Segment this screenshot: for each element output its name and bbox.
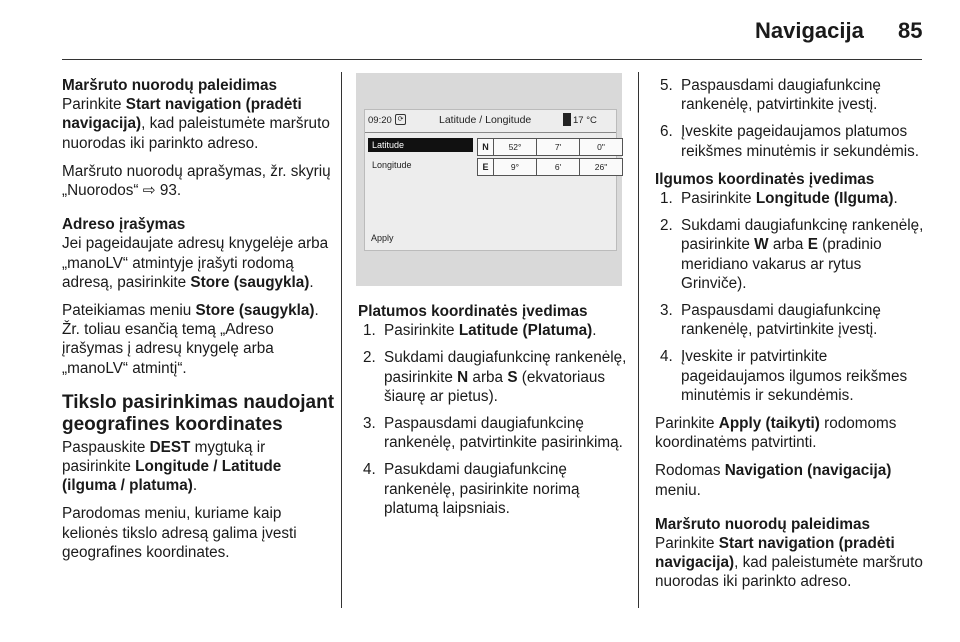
text: . Žr. toliau esančią temą „Adreso įrašymas į adresų knygelę arba „manoLV“ atmintį“.: [62, 302, 319, 377]
section-heading: Maršruto nuorodų paleidimas: [655, 515, 871, 533]
section-heading: Ilgumos koordinatės įvedimas: [655, 170, 875, 188]
step-list: [655, 189, 925, 405]
text: Sukdami daugiafunkcinę rankenėlę, pasirinkite: [681, 217, 924, 254]
text: (pradinio meridiano vakarus ar rytus Grinviče).: [681, 236, 882, 292]
text: Sukdami daugiafunkcinę rankenėlę, pasirinkite: [384, 349, 627, 386]
menu-option: Longitude (Ilguma): [755, 190, 894, 208]
step-list: [655, 76, 925, 161]
sync-icon: ⟳: [395, 114, 406, 125]
minutes-cell[interactable]: 6': [536, 158, 580, 176]
text: arba: [768, 236, 808, 254]
seconds-cell[interactable]: 0": [579, 138, 623, 156]
list-item: [655, 301, 925, 339]
section-heading: Adreso įrašymas: [62, 216, 186, 234]
text: arba: [468, 368, 508, 386]
menu-option: Store (saugykla): [190, 273, 310, 291]
text: (ekvatoriaus šiaurę ar pietus).: [384, 368, 606, 405]
option: S: [507, 368, 518, 386]
text: Pasirinkite: [384, 322, 459, 340]
step-number: 1.: [363, 322, 376, 340]
column-2: [358, 302, 633, 527]
paragraph: [655, 461, 925, 499]
text: .: [192, 477, 198, 495]
text: Paspausdami daugiafunkcinę rankenėlę, patvirtinkite įvestį.: [681, 302, 881, 339]
coordinate-row-longitude: [477, 158, 622, 176]
option: E: [807, 236, 818, 254]
text: Įveskite ir patvirtinkite pageidaujamos ilgumos reikšmes minutėmis ir sekundėmis.: [681, 348, 908, 404]
step-number: 5.: [660, 77, 673, 94]
temperature-icon: [563, 113, 571, 126]
paragraph: [655, 414, 925, 452]
text: Parinkite: [62, 96, 126, 114]
list-item: [358, 460, 633, 518]
text: meniu.: [655, 481, 701, 499]
text: .: [592, 322, 597, 340]
text: Maršruto nuorodų aprašymas, žr. skyrių „Nuorodos“: [62, 162, 331, 200]
step-number: 2.: [660, 217, 673, 235]
button-name: DEST: [149, 438, 191, 456]
paragraph: [62, 234, 337, 292]
menu-option: Latitude (Platuma): [458, 322, 593, 340]
apply-button[interactable]: Apply: [371, 233, 394, 243]
list-item: [358, 414, 633, 452]
header-rule: [62, 59, 922, 60]
hemisphere-cell[interactable]: N: [477, 138, 494, 156]
column-1: [62, 76, 337, 571]
paragraph: [62, 162, 337, 200]
menu-item-longitude[interactable]: Longitude: [372, 160, 412, 170]
column-divider-1: [341, 72, 342, 608]
step-number: 1.: [660, 190, 673, 208]
screen-title: Latitude / Longitude: [439, 114, 532, 126]
text: Pasirinkite: [681, 190, 756, 208]
column-3: [655, 76, 925, 601]
option: N: [457, 368, 469, 386]
text: Rodomas: [655, 462, 725, 480]
section-heading: Maršruto nuorodų paleidimas: [62, 77, 278, 94]
text: Paspausdami daugiafunkcinę rankenėlę, patvirtinkite įvestį.: [681, 77, 881, 114]
screen-illustration: [356, 73, 622, 286]
list-item: [655, 122, 925, 160]
list-item: [358, 321, 633, 340]
step-number: 6.: [660, 123, 673, 141]
option: W: [754, 236, 769, 254]
step-list: [358, 321, 633, 518]
menu-option: Navigation (navigacija): [724, 462, 892, 480]
degrees-cell[interactable]: 52°: [493, 138, 537, 156]
degrees-cell[interactable]: 9°: [493, 158, 537, 176]
list-item: [655, 189, 925, 208]
text: rodomoms koordinatėms patvirtinti.: [655, 415, 897, 452]
page-header-title: Navigacija: [755, 18, 864, 43]
list-item: [655, 216, 925, 293]
text: , kad paleistumėte maršruto nuorodas iki parinkto adreso.: [62, 115, 330, 152]
text: Parinkite: [655, 535, 719, 553]
page-number: 85: [898, 18, 923, 43]
step-number: 4.: [660, 348, 673, 366]
display-screen: [364, 109, 617, 251]
list-item: [358, 348, 633, 406]
text: Parinkite: [655, 415, 719, 433]
minutes-cell[interactable]: 7': [536, 138, 580, 156]
temperature: 17 °C: [573, 115, 597, 126]
step-number: 4.: [363, 461, 376, 479]
paragraph: [62, 301, 337, 378]
text: Jei pageidaujate adresų knygelėje arba „manoLV“ atmintyje įrašyti rodomą adresą, pasirinkite: [62, 235, 329, 291]
paragraph: [62, 95, 337, 153]
text: Pasukdami daugiafunkcinę rankenėlę, pasirinkite norimą platumą laipsniais.: [384, 461, 580, 517]
list-item: [655, 347, 925, 405]
paragraph: [62, 438, 337, 496]
paragraph: Parodomas meniu, kuriame kaip kelionės tikslo adresą galima įvesti geografines koordinates.: [62, 505, 297, 561]
text: , kad paleistumėte maršruto nuorodas iki parinkto adreso.: [655, 554, 923, 591]
step-number: 3.: [363, 415, 376, 433]
coordinate-row-latitude: [477, 138, 622, 156]
coordinate-grid: [477, 138, 622, 178]
text: Įveskite pageidaujamos platumos reikšmes minutėmis ir sekundėmis.: [681, 123, 920, 160]
column-divider-2: [638, 72, 639, 608]
list-item: [655, 76, 925, 114]
text: .: [309, 273, 314, 291]
text: Paspauskite: [62, 438, 150, 456]
step-number: 3.: [660, 302, 673, 320]
text: .: [893, 190, 898, 208]
seconds-cell[interactable]: 26": [579, 158, 623, 176]
menu-option: Longitude / Latitude (ilguma / platuma): [62, 458, 282, 495]
menu-option: Apply (taikyti): [718, 415, 820, 433]
text: mygtuką ir pasirinkite: [62, 438, 266, 476]
paragraph: [655, 534, 925, 592]
screen-status-bar: [365, 110, 616, 133]
major-heading: Tikslo pasirinkimas naudojant geografines koordinates: [62, 391, 335, 435]
clock-time: 09:20: [368, 115, 392, 126]
step-number: 2.: [363, 349, 376, 367]
page-reference-icon: ⇨: [142, 182, 160, 200]
hemisphere-cell[interactable]: E: [477, 158, 494, 176]
menu-option: Start navigation (pradėti navigacija): [655, 535, 895, 572]
menu-option: Start navigation (pradėti navigacija): [62, 96, 302, 133]
menu-option: Store (saugykla): [195, 302, 315, 320]
text: Paspausdami daugiafunkcinę rankenėlę, patvirtinkite pasirinkimą.: [384, 415, 623, 452]
page-reference: 93.: [159, 182, 182, 200]
section-heading: Platumos koordinatės įvedimas: [358, 303, 588, 320]
text: Pateikiamas meniu: [62, 302, 196, 320]
menu-item-latitude[interactable]: Latitude: [368, 138, 473, 152]
